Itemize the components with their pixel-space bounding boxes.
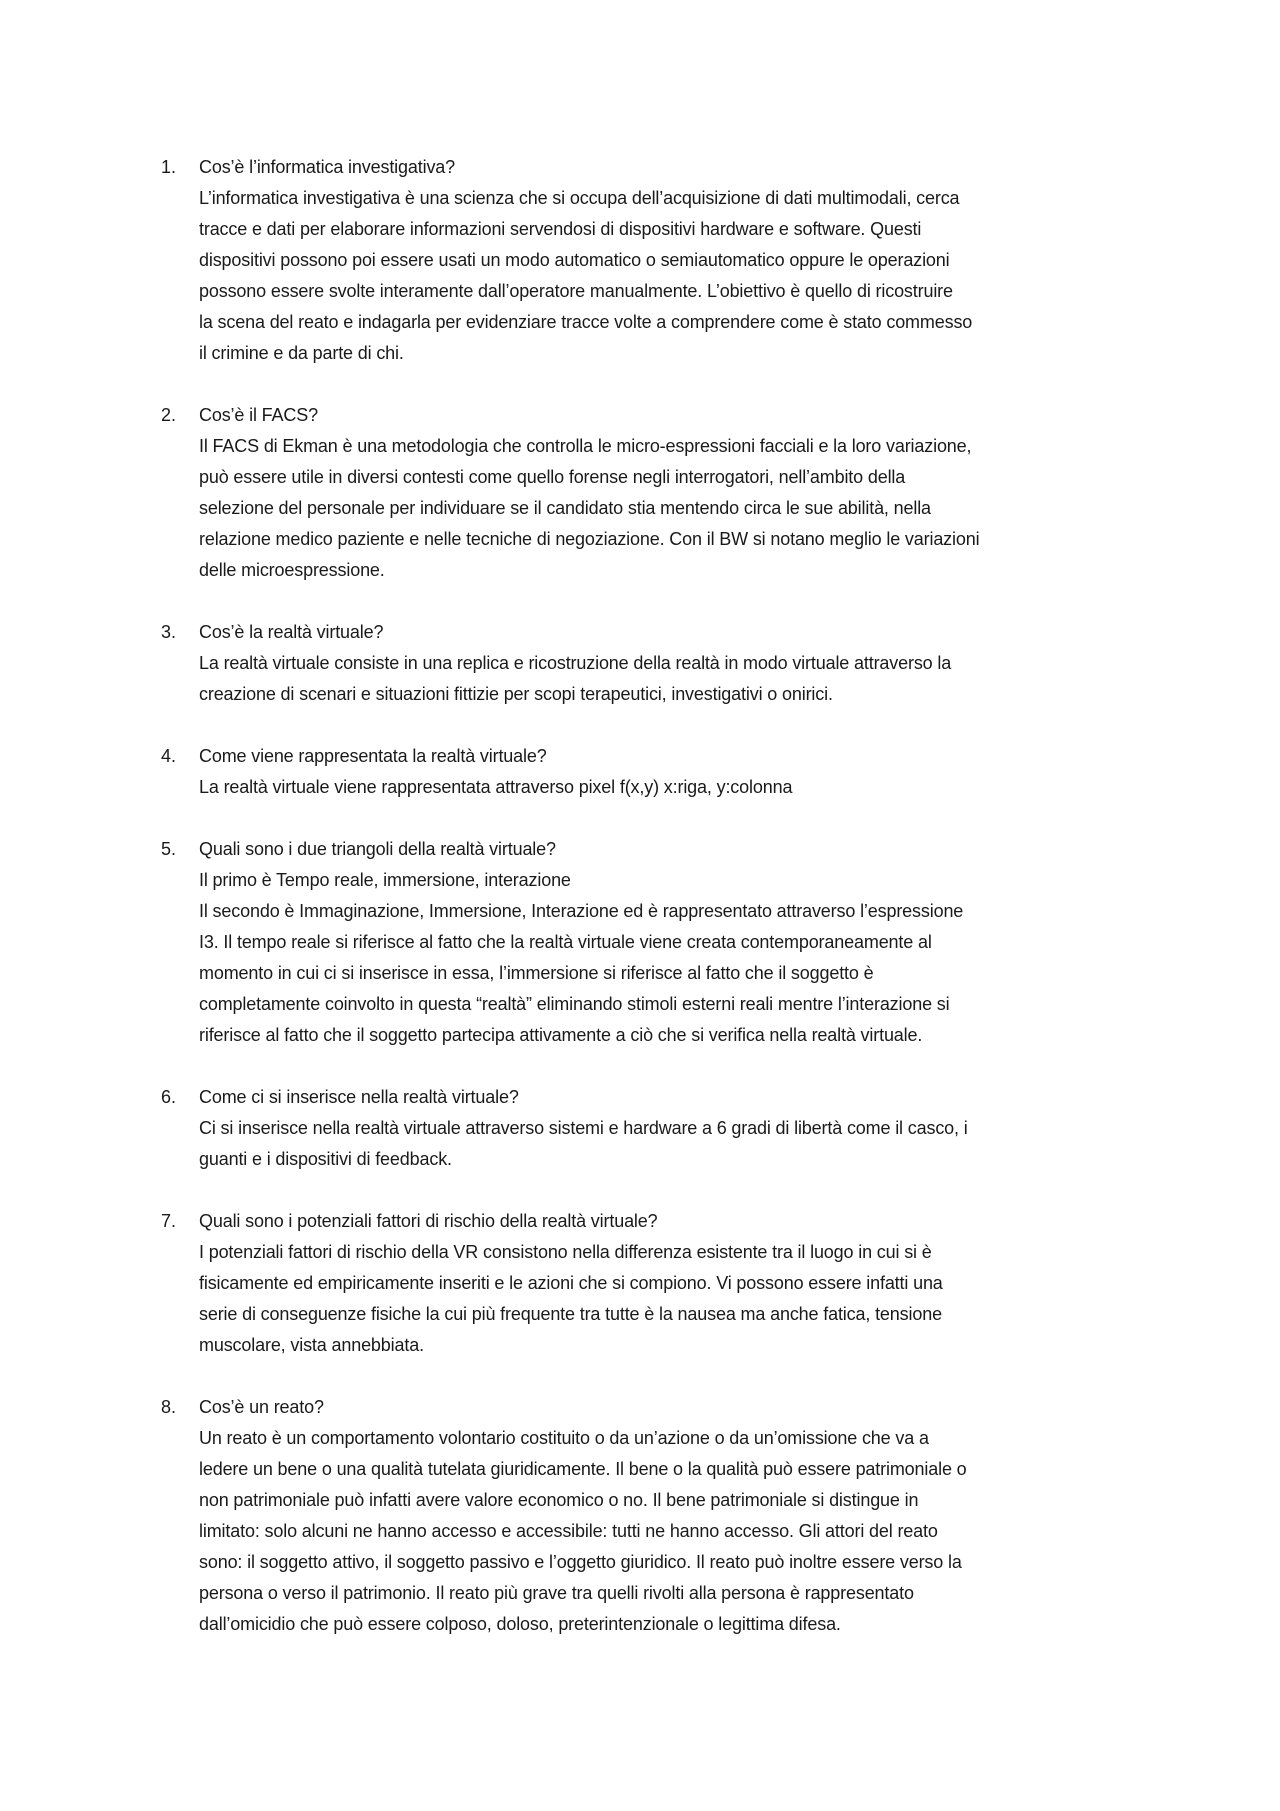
answer-line: può essere utile in diversi contesti come quello forense negli interrogatori, nell’ambito della (199, 467, 906, 487)
answer-line: Il secondo è Immaginazione, Immersione, Interazione ed è rappresentato attraverso l’espressione (199, 901, 964, 921)
answer-line: Il primo è Tempo reale, immersione, interazione (199, 870, 571, 890)
answer-line: dispositivi possono poi essere usati un modo automatico o semiautomatico oppure le operazioni (199, 250, 950, 270)
item-number: 5. (161, 839, 177, 859)
answer-line: I3. Il tempo reale si riferisce al fatto che la realtà virtuale viene creata contemporaneamente al (199, 932, 932, 952)
answer-line: tracce e dati per elaborare informazioni servendosi di dispositivi hardware e software. Questi (199, 219, 922, 239)
item-number: 1. (161, 157, 177, 177)
question: Cos’è un reato? (199, 1397, 324, 1417)
question: Quali sono i due triangoli della realtà virtuale? (199, 839, 556, 859)
answer-line: L’informatica investigativa è una scienza che si occupa dell’acquisizione di dati multimodali, cerca (199, 188, 960, 208)
question: Come viene rappresentata la realtà virtuale? (199, 746, 547, 766)
answer-line: La realtà virtuale viene rappresentata attraverso pixel f(x,y) x:riga, y:colonna (199, 777, 793, 797)
item-number: 6. (161, 1087, 177, 1107)
question: Cos’è l’informatica investigativa? (199, 157, 456, 177)
question: Cos’è la realtà virtuale? (199, 622, 384, 642)
answer-line: guanti e i dispositivi di feedback. (199, 1149, 452, 1169)
answer-line: creazione di scenari e situazioni fittizie per scopi terapeutici, investigativi o onirici. (199, 684, 833, 704)
answer-line: muscolare, vista annebbiata. (199, 1335, 424, 1355)
answer-line: selezione del personale per individuare se il candidato stia mentendo circa le sue abilità, nella (199, 498, 931, 518)
item-number: 7. (161, 1211, 177, 1231)
item-number: 3. (161, 622, 177, 642)
answer-line: relazione medico paziente e nelle tecniche di negoziazione. Con il BW si notano meglio le variazioni (199, 529, 980, 549)
answer-line: delle microespressione. (199, 560, 385, 580)
document-page (0, 152, 1280, 1671)
answer-line: limitato: solo alcuni ne hanno accesso e accessibile: tutti ne hanno accesso. Gli attori del reato (199, 1521, 938, 1541)
qa-item (0, 834, 1280, 1051)
qa-item (0, 1082, 1280, 1175)
answer-line: La realtà virtuale consiste in una replica e ricostruzione della realtà in modo virtuale attraverso la (199, 653, 952, 673)
answer-line: persona o verso il patrimonio. Il reato più grave tra quelli rivolti alla persona è rappresentato (199, 1583, 914, 1603)
question: Quali sono i potenziali fattori di rischio della realtà virtuale? (199, 1211, 658, 1231)
answer-line: serie di conseguenze fisiche la cui più frequente tra tutte è la nausea ma anche fatica, tensione (199, 1304, 942, 1324)
question: Cos’è il FACS? (199, 405, 318, 425)
answer-line: dall’omicidio che può essere colposo, doloso, preterintenzionale o legittima difesa. (199, 1614, 841, 1634)
answer-line: completamente coinvolto in questa “realtà” eliminando stimoli esterni reali mentre l’interazione si (199, 994, 950, 1014)
answer-line: fisicamente ed empiricamente inseriti e le azioni che si compiono. Vi possono essere infatti una (199, 1273, 943, 1293)
answer-line: Ci si inserisce nella realtà virtuale attraverso sistemi e hardware a 6 gradi di libertà come il casco, i (199, 1118, 968, 1138)
answer-line: non patrimoniale può infatti avere valore economico o no. Il bene patrimoniale si distingue in (199, 1490, 919, 1510)
answer-line: possono essere svolte interamente dall’operatore manualmente. L’obiettivo è quello di ricostruire (199, 281, 953, 301)
answer-line: Un reato è un comportamento volontario costituito o da un’azione o da un’omissione che va a (199, 1428, 929, 1448)
qa-item (0, 152, 1280, 369)
qa-item (0, 617, 1280, 710)
answer-line: momento in cui ci si inserisce in essa, l’immersione si riferisce al fatto che il soggetto è (199, 963, 874, 983)
answer-line: I potenziali fattori di rischio della VR consistono nella differenza esistente tra il luogo in cui si è (199, 1242, 932, 1262)
answer-line: sono: il soggetto attivo, il soggetto passivo e l’oggetto giuridico. Il reato può inoltre essere verso la (199, 1552, 962, 1572)
qa-item (0, 741, 1280, 803)
item-number: 2. (161, 405, 177, 425)
answer-line: ledere un bene o una qualità tutelata giuridicamente. Il bene o la qualità può essere patrimoniale o (199, 1459, 967, 1479)
qa-item (0, 400, 1280, 586)
item-number: 8. (161, 1397, 177, 1417)
qa-item (0, 1206, 1280, 1361)
answer-line: riferisce al fatto che il soggetto partecipa attivamente a ciò che si verifica nella realtà virtuale. (199, 1025, 923, 1045)
answer-line: la scena del reato e indagarla per evidenziare tracce volte a comprendere come è stato commesso (199, 312, 973, 332)
answer-line: il crimine e da parte di chi. (199, 343, 404, 363)
qa-item (0, 1392, 1280, 1640)
item-number: 4. (161, 746, 177, 766)
question: Come ci si inserisce nella realtà virtuale? (199, 1087, 519, 1107)
answer-line: Il FACS di Ekman è una metodologia che controlla le micro-espressioni facciali e la loro variazione, (199, 436, 972, 456)
